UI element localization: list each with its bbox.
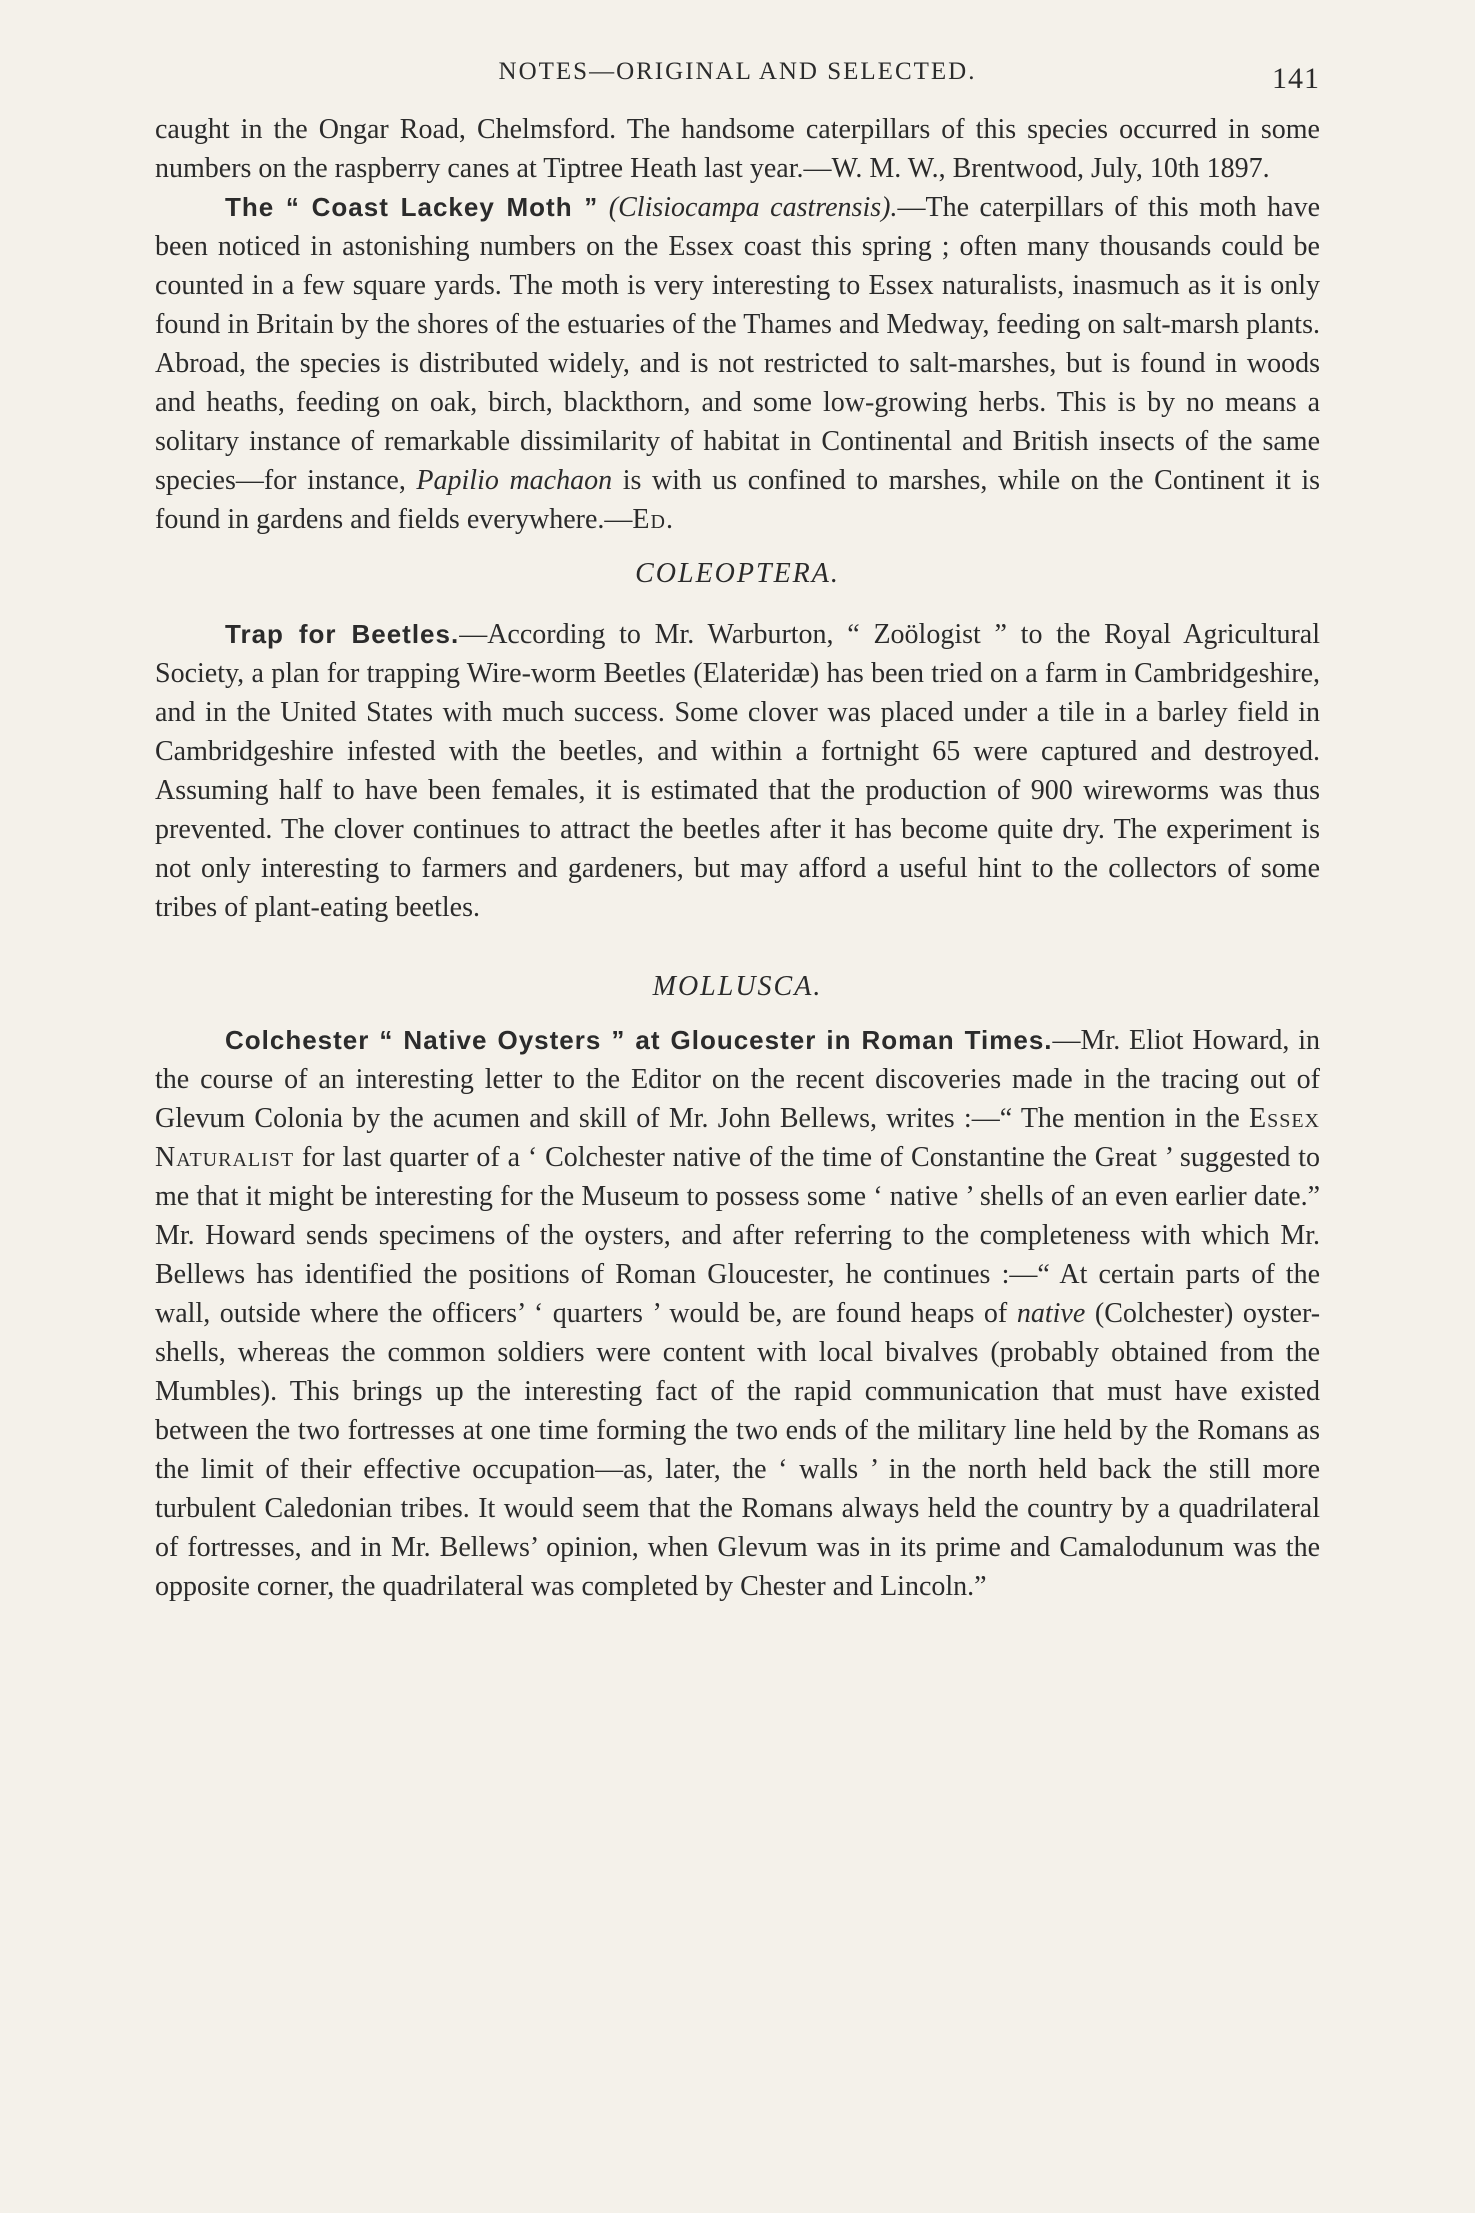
beetle-trap-paragraph [155,615,1320,927]
editor-signature: Ed. [632,504,674,535]
page-number: 141 [1272,62,1320,95]
running-header [155,50,1320,110]
beetle-trap-text: —According to Mr. Warburton, “ Zoölogist ” to the Royal Agricultural Society, a plan for trapping Wire-worm Beetles (Elateridæ) has been tried on a farm in Cambridgeshire, and in the United States with much success. Some clover was placed under a tile in a barley field in Cambridgeshire infested with the beetles, and within a fortnight 65 were captured and destroyed. Assuming half to have been females, it is estimated that the production of 900 wireworms was thus prevented. The clover continues to attract the beetles after it has become quite dry. The experiment is not only interesting to farmers and gardeners, but may afford a useful hint to the collectors of some tribes of plant-eating beetles. [155,619,1321,923]
beetle-trap-title: Trap for Beetles. [225,619,460,649]
oysters-text-1: —Mr. Eliot Howard, in the course of an interesting letter to the Editor on the recent discoveries made in the tracing out of Glevum Colonia by the acumen and skill of Mr. John Bellews, writes :—“ The mention in the [155,1025,1320,1134]
oysters-paragraph [155,1021,1320,1606]
oysters-title: Colchester “ Native Oysters ” at Gloucester in Roman Times. [225,1025,1053,1055]
section-heading-mollusca: MOLLUSCA. [652,971,823,1002]
oysters-text-2: for last quarter of a ‘ Colchester native of the time of Constantine the Great ’ suggested to me that it might be interesting for the Museum to possess some ‘ native ’ shells of an even earlier date.” Mr. Howard sends specimens of the oysters, and after referring to the completeness with which Mr. Bellews has identified the positions of Roman Gloucester, he continues :—“ At certain parts of the wall, outside where the officers’ ‘ quarters ’ would be, are found heaps of [155,1142,1320,1329]
oysters-text-3: (Colchester) oyster-shells, whereas the common soldiers were content with local bivalves (probably obtained from the Mumbles). This brings up the interesting fact of the rapid communication that must have existed between the two fortresses at one time forming the two ends of the military line held by the Romans as the limit of their effective occupation—as, later, the ‘ walls ’ in the north held back the still more turbulent Caledonian tribes. It would seem that the Romans always held the country by a quadrilateral of fortresses, and in Mr. Bellews’ opinion, when Glevum was in its prime and Camalodunum was the opposite corner, the quadrilateral was completed by Chester and Lincoln.” [155,1298,1321,1602]
lackey-moth-title: The “ Coast Lackey Moth ” [225,192,599,222]
lackey-moth-text-2: is with us confined to marshes, while on the Continent it is found in gardens and fields everywhere.— [155,465,1321,535]
native-word: native [1016,1298,1086,1329]
species-name: Papilio machaon [416,465,613,496]
continuation-paragraph: caught in the Ongar Road, Chelmsford. The handsome caterpillars of this species occurred in some numbers on the raspberry canes at Tiptree Heath last year.—W. M. W., Brentwood, July, 10th 1897. [155,114,1320,184]
book-page [155,50,1320,1606]
journal-name: Essex Naturalist [155,1103,1320,1173]
lackey-moth-paragraph [155,188,1320,539]
lackey-moth-text-1: —The caterpillars of this moth have been noticed in astonishing numbers on the Essex coast this spring ; often many thousands could be counted in a few square yards. The moth is very interesting to Essex naturalists, inasmuch as it is only found in Britain by the shores of the estuaries of the Thames and Medway, feeding on salt-marsh plants. Abroad, the species is distributed widely, and is not restricted to salt-marshes, but is found in woods and heaths, feeding on oak, birch, blackthorn, and some low-growing herbs. This is by no means a solitary instance of remarkable dissimilarity of habitat in Continental and British insects of the same species—for instance, [155,192,1321,496]
lackey-moth-latin-name: (Clisiocampa castrensis). [608,192,898,223]
section-heading-coleoptera: COLEOPTERA. [635,558,840,589]
running-title: NOTES—ORIGINAL AND SELECTED. [498,58,977,85]
